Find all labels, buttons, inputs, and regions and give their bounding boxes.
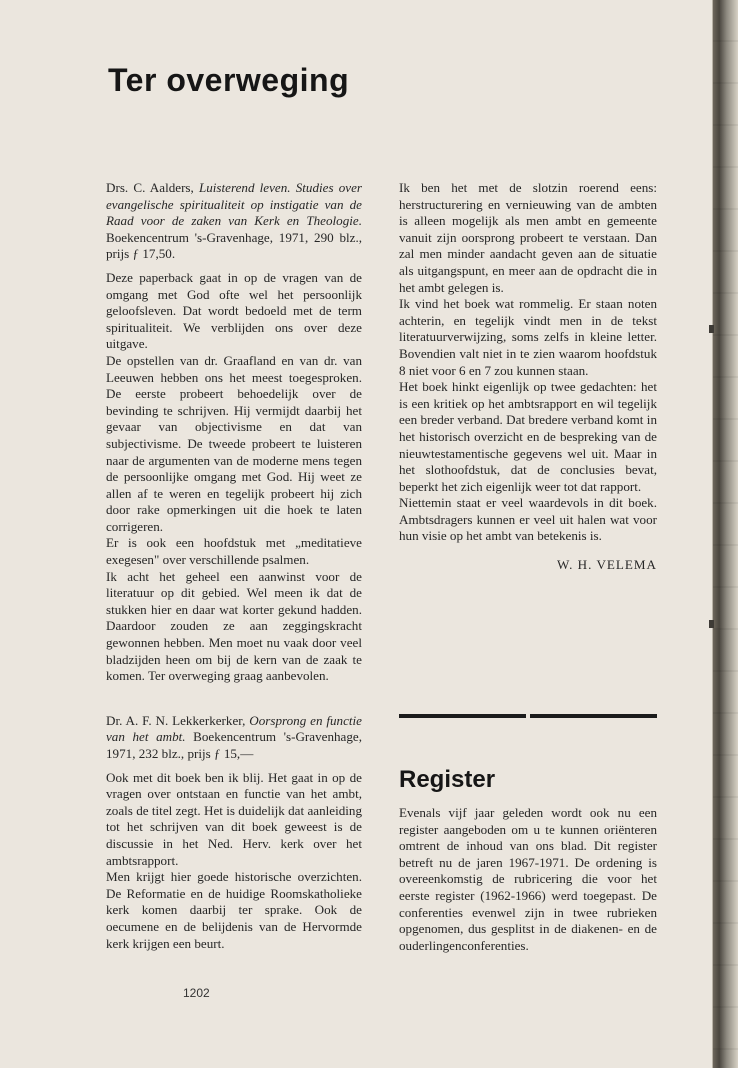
- divider-rule: [399, 714, 526, 718]
- review1-book-title: Luisterend leven. Studies over evangelische spiritualiteit op instigatie van de Raad voor de zaken van Kerk en Theologie.: [106, 180, 362, 229]
- review1-paragraph: Deze paperback gaat in op de vragen van de omgang met God ofte wel het persoonlijk geloofsleven. Dat wordt bedoeld met de term spiritualiteit. We verblijden ons over deze uitgave.: [106, 269, 362, 352]
- review2-citation: Dr. A. F. N. Lekkerkerker, Oorsprong en functie van het ambt. Boekencentrum 's-Gravenhage, 1971, 232 blz., prijs ƒ 15,—: [106, 712, 362, 761]
- review1-paragraph: Ik acht het geheel een aanwinst voor de literatuur op dit gebied. Wel meen ik dat de stukken hier en daar wat korter gekund hadden. Daardoor zouden ze aan zeggingskracht gewonnen hebben. Men moet nu vaak door veel bladzijden heen om bij de kern van de zaak te komen. Ter overweging graag aanbevolen.: [106, 568, 362, 684]
- edge-mark: [709, 325, 714, 333]
- page-title: Ter overweging: [108, 62, 350, 98]
- right-column: [399, 180, 657, 574]
- review2-paragraph: Ook met dit boek ben ik blij. Het gaat in op de vragen over ontstaan en functie van het ambt, zoals de titel zegt. Het is duidelijk dat aanleiding tot het schrijven van dit boek geweest is de discussie in het Ned. Herv. kerk over het ambtsrapport.: [106, 769, 362, 868]
- page-number: 1202: [183, 986, 210, 1000]
- review2-signature: W. H. VELEMA: [556, 557, 657, 573]
- review2-paragraph: Ik ben het met de slotzin roerend eens: herstructurering en vernieuwing van de ambten is alleen mogelijk als men ambt en gemeente vanuit zijn oorsprong probeert te verstaan. Dan zal men minder aandacht geven aan de situatie als uitgangspunt, en meer aan de opdracht die in het ambt gelegen is.: [399, 180, 657, 295]
- review2-paragraph: Het boek hinkt eigenlijk op twee gedachten: het is een kritiek op het ambtsrapport en wil tegelijk een breder verband. Dat bredere verband komt in het historisch overzicht en de bespreking van de nieuwtestamentische gegevens wel uit. Maar in het slothoofdstuk, dat de conclusies bevat, beperkt het zich eigenlijk weer tot dat rapport.: [399, 379, 657, 494]
- review1-paragraph: Er is ook een hoofdstuk met „meditatieve exegesen" over verschillende psalmen.: [106, 535, 362, 568]
- book-spine-texture: [713, 0, 738, 1068]
- register-body: [399, 805, 657, 954]
- review1-citation: Drs. C. Aalders, Luisterend leven. Studies over evangelische spiritualiteit op instigatie van de Raad voor de zaken van Kerk en Theologie. Boekencentrum 's-Gravenhage, 1971, 290 blz., prijs ƒ 17,50.: [106, 180, 362, 262]
- review2-paragraph: Men krijgt hier goede historische overzichten. De Reformatie en de huidige Roomskatholieke kerk komen daarbij ter sprake. Ook de oecumene en de belijdenis van de Hervormde kerk krijgen een beurt.: [106, 869, 362, 951]
- review2-book-title: Oorsprong en functie van het ambt.: [106, 712, 362, 745]
- review2-paragraph: Niettemin staat er veel waardevols in dit boek. Ambtsdragers kunnen er veel uit halen wat voor hun visie op het ambt van betekenis is.: [399, 495, 657, 544]
- register-paragraph: Evenals vijf jaar geleden wordt ook nu een register aangeboden om u te kunnen oriënteren omtrent de inhoud van ons blad. Dit register betreft nu de jaren 1967-1971. De ordening is overeenkomstig de rubricering die voor het eerste register (1962-1966) werd toegepast. De conferenties evenwel zijn in twee rubrieken opgenomen, dus gesplitst in de diakenen- en de ouderlingenconferenties.: [399, 805, 657, 953]
- review2-paragraph: Ik vind het boek wat rommelig. Er staan noten achterin, en tegelijk vindt men in de tekst literatuurverwijzing, soms zelfs in kleine letter. Bovendien valt niet in te zien waarom hoofdstuk 8 niet voor 6 en 7 zou kunnen staan.: [399, 296, 657, 378]
- left-column: [106, 180, 362, 952]
- divider-rule: [530, 714, 657, 718]
- section-divider: [399, 714, 657, 718]
- register-heading: Register: [399, 766, 496, 793]
- review1-paragraph: De opstellen van dr. Graafland en van dr. van Leeuwen hebben ons het meest toegesproken. De eerste probeert behoedelijk over de bevinding te schrijven. Hij vermijdt daarbij het gevaar van objectivisme en dat van subjectivisme. De tweede probeert te luisteren naar de argumenten van de moderne mens tegen de persoonlijke omgang met God. Hij weet ze allen af te weren en tegelijk probeert hij zich door rake opmerkingen uit die hoek te laten corrigeren.: [106, 352, 362, 534]
- edge-mark: [709, 620, 714, 628]
